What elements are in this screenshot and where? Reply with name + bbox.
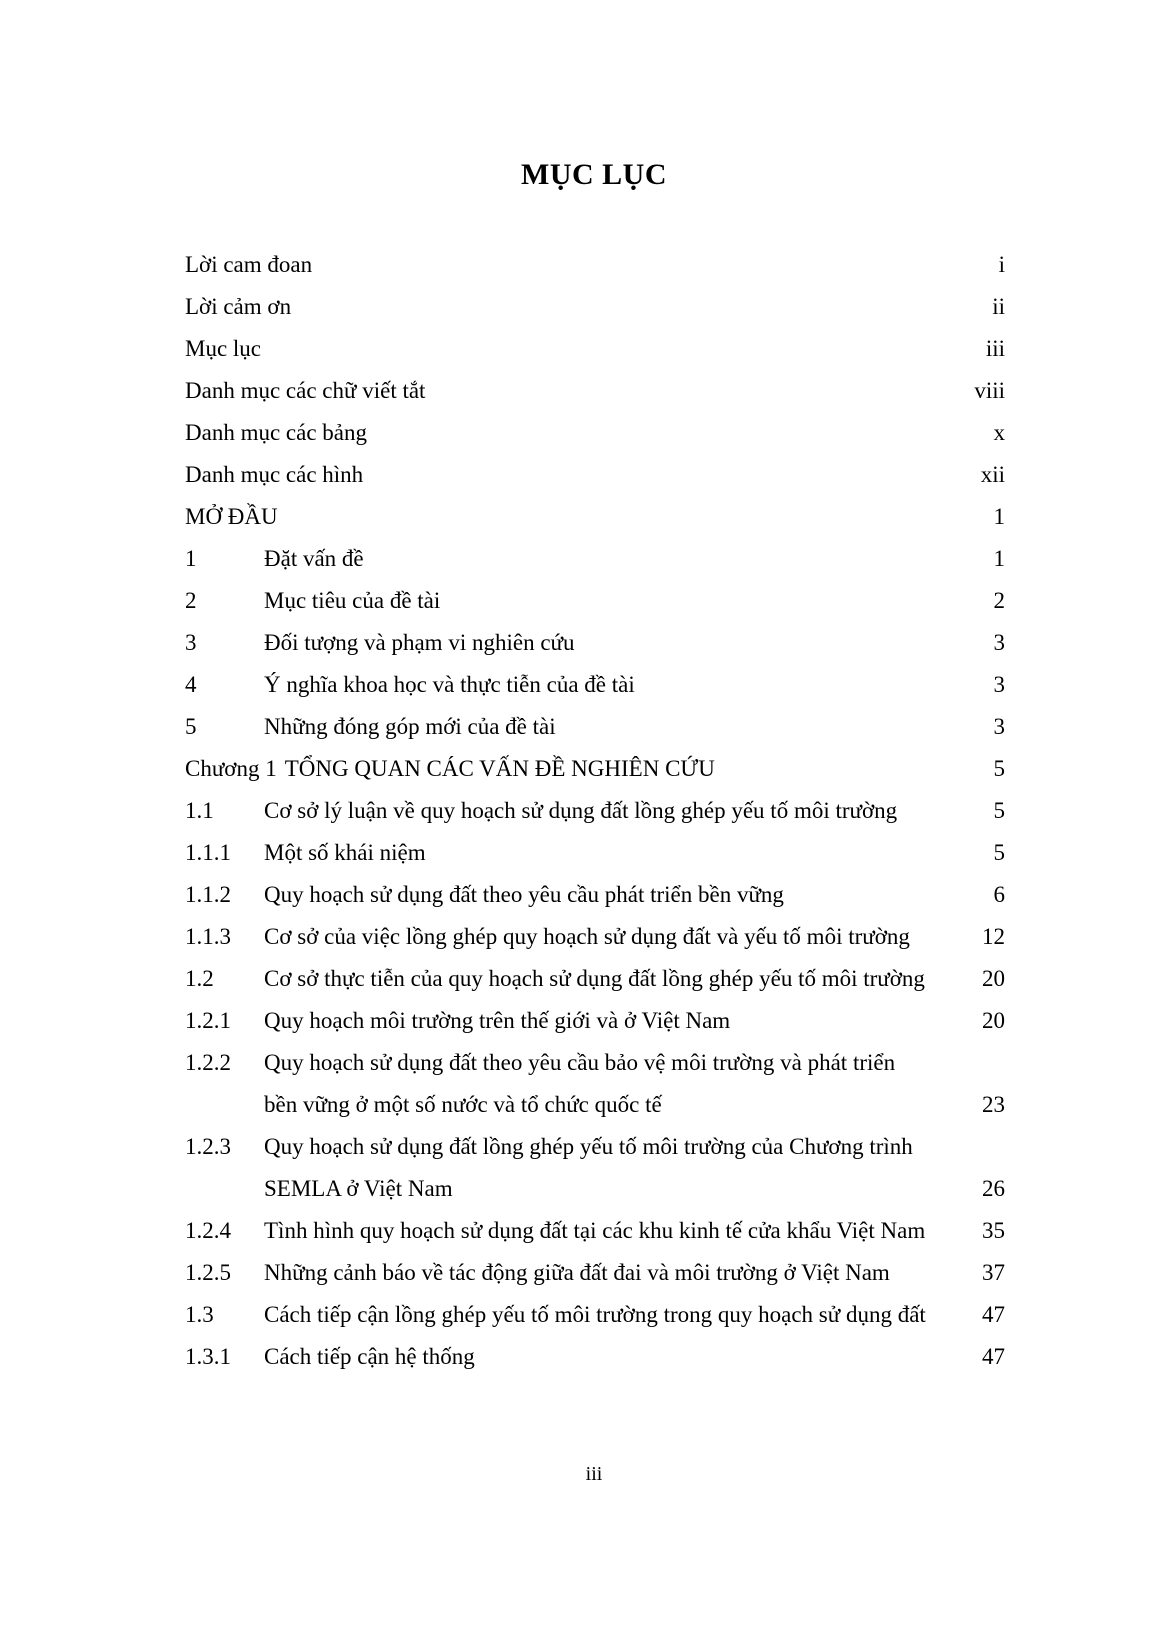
toc-entry-page: 26 [982, 1176, 1005, 1201]
toc-entry-page: 20 [982, 966, 1005, 991]
toc-entry-page: 6 [993, 882, 1005, 907]
toc-entry-page: 20 [982, 1008, 1005, 1033]
toc-entry [185, 664, 1005, 706]
toc-entry [185, 790, 1005, 832]
toc-entry-title: Quy hoạch sử dụng đất lồng ghép yếu tố môi trường của Chương trình [264, 1134, 913, 1159]
toc-entry-title: Quy hoạch sử dụng đất theo yêu cầu phát triển bền vững [264, 882, 784, 907]
page-number-footer: iii [585, 1463, 603, 1485]
table-of-contents [185, 244, 1005, 1378]
toc-entry-title: Cơ sở lý luận về quy hoạch sử dụng đất lồng ghép yếu tố môi trường [264, 798, 898, 823]
toc-entry-page: 37 [982, 1260, 1005, 1285]
toc-entry-number: 1.2.1 [185, 1008, 231, 1033]
toc-entry-page: x [993, 420, 1005, 445]
toc-entry-page: iii [985, 336, 1005, 361]
toc-entry-page: 12 [982, 924, 1005, 949]
toc-entry-title: Lời cam đoan [185, 252, 313, 277]
toc-entry-title: Quy hoạch môi trường trên thế giới và ở Việt Nam [264, 1008, 731, 1033]
toc-entry-title: Mục tiêu của đề tài [264, 588, 441, 613]
toc-entry [185, 1042, 1005, 1084]
toc-entry-page: ii [992, 294, 1005, 319]
toc-entry-page: 47 [982, 1302, 1005, 1327]
toc-entry [185, 1000, 1005, 1042]
toc-entry [185, 328, 1005, 370]
toc-entry-title: Mục lục [185, 336, 262, 361]
toc-entry [185, 1252, 1005, 1294]
toc-entry-page: 5 [993, 840, 1005, 865]
toc-entry [185, 1126, 1005, 1168]
toc-entry-title: Cơ sở của việc lồng ghép quy hoạch sử dụng đất và yếu tố môi trường [264, 924, 910, 949]
toc-entry-title: SEMLA ở Việt Nam [264, 1176, 453, 1201]
toc-entry [185, 286, 1005, 328]
toc-entry [185, 832, 1005, 874]
toc-entry-number: 1 [185, 546, 197, 571]
toc-entry-page: 47 [982, 1344, 1005, 1369]
toc-entry-page: i [998, 252, 1005, 277]
toc-entry-number: 1.2.5 [185, 1260, 231, 1285]
toc-entry-page: 35 [982, 1218, 1005, 1243]
toc-entry-title: bền vững ở một số nước và tổ chức quốc tế [264, 1092, 662, 1117]
toc-entry-title: Cơ sở thực tiễn của quy hoạch sử dụng đất lồng ghép yếu tố môi trường [264, 966, 925, 991]
toc-entry-page: xii [980, 462, 1005, 487]
toc-entry [185, 412, 1005, 454]
toc-entry-number: 1.3.1 [185, 1344, 231, 1369]
toc-entry [185, 244, 1005, 286]
toc-entry-page: 2 [993, 588, 1005, 613]
toc-entry [185, 1210, 1005, 1252]
toc-entry-page: 3 [993, 672, 1005, 697]
toc-entry-title: Đối tượng và phạm vi nghiên cứu [264, 630, 575, 655]
toc-entry-title: Danh mục các hình [185, 462, 364, 487]
toc-entry-number: 3 [185, 630, 197, 655]
toc-entry-title: MỞ ĐẦU [185, 504, 278, 529]
toc-chapter-entry [185, 748, 1005, 790]
toc-entry-continuation [185, 1084, 1005, 1126]
toc-entry-title: Danh mục các bảng [185, 420, 368, 445]
toc-entry-number: 2 [185, 588, 197, 613]
toc-entry-title: Tình hình quy hoạch sử dụng đất tại các khu kinh tế cửa khẩu Việt Nam [264, 1218, 926, 1243]
toc-entry-title: Cách tiếp cận lồng ghép yếu tố môi trường trong quy hoạch sử dụng đất [264, 1302, 926, 1327]
toc-entry-title: TỔNG QUAN CÁC VẤN ĐỀ NGHIÊN CỨU [284, 756, 715, 781]
toc-entry-number: Chương 1 [185, 756, 277, 781]
toc-entry-number: 1.1.3 [185, 924, 231, 949]
toc-entry-page: 1 [993, 546, 1005, 571]
toc-entry-page: viii [974, 378, 1005, 403]
toc-entry-title: Quy hoạch sử dụng đất theo yêu cầu bảo vệ môi trường và phát triển [264, 1050, 896, 1075]
toc-entry-title: Lời cảm ơn [185, 294, 292, 319]
toc-entry [185, 538, 1005, 580]
toc-entry-title: Những cảnh báo về tác động giữa đất đai và môi trường ở Việt Nam [264, 1260, 890, 1285]
toc-entry-page: 23 [982, 1092, 1005, 1117]
toc-entry-number: 1.2 [185, 966, 214, 991]
page-title: MỤC LỤC [521, 158, 667, 191]
toc-entry [185, 580, 1005, 622]
toc-entry-title: Ý nghĩa khoa học và thực tiễn của đề tài [264, 672, 635, 697]
toc-entry-title: Danh mục các chữ viết tắt [185, 378, 426, 403]
toc-entry-number: 1.1.2 [185, 882, 231, 907]
toc-entry-continuation [185, 1168, 1005, 1210]
toc-entry [185, 454, 1005, 496]
toc-entry [185, 370, 1005, 412]
toc-entry-number: 5 [185, 714, 197, 739]
toc-entry-page: 3 [993, 630, 1005, 655]
toc-entry-number: 4 [185, 672, 197, 697]
toc-entry-page: 5 [993, 798, 1005, 823]
toc-entry [185, 706, 1005, 748]
toc-entry-number: 1.2.3 [185, 1134, 231, 1159]
toc-entry-title: Đặt vấn đề [264, 546, 364, 571]
toc-entry-title: Những đóng góp mới của đề tài [264, 714, 556, 739]
toc-entry [185, 958, 1005, 1000]
toc-entry-number: 1.1.1 [185, 840, 231, 865]
toc-entry-title: Cách tiếp cận hệ thống [264, 1344, 475, 1369]
toc-entry-number: 1.3 [185, 1302, 214, 1327]
toc-entry-title: Một số khái niệm [264, 840, 426, 865]
toc-entry [185, 1294, 1005, 1336]
toc-entry-page: 3 [993, 714, 1005, 739]
toc-entry-number: 1.2.2 [185, 1050, 231, 1075]
toc-entry-number: 1.1 [185, 798, 214, 823]
toc-entry [185, 622, 1005, 664]
toc-entry [185, 1336, 1005, 1378]
toc-entry [185, 916, 1005, 958]
toc-entry [185, 874, 1005, 916]
toc-entry-page: 1 [993, 504, 1005, 529]
toc-entry-number: 1.2.4 [185, 1218, 231, 1243]
toc-entry-page: 5 [993, 756, 1005, 781]
toc-entry [185, 496, 1005, 538]
